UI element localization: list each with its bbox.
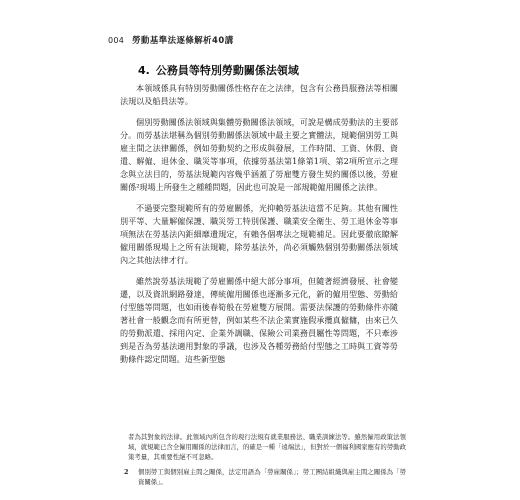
running-header <box>108 33 428 47</box>
book-title: 勞動基準法逐條解析40講 <box>132 35 234 45</box>
section-heading <box>138 62 299 78</box>
paragraph: 不過要完整規範所有的勞雇關係，光抑賴勞基法這當不足夠。其他有關性別平等、大量解僱保護、職災勞工特別保護、職業安全衛生、勞工退休金等事項無法在勞基法內鉅細靡遺規定，有賴各個專法之規範補足。因此要徹底瞭解僱用關係現場上之所有法規範，除勞基法外，尚必須觸熟個別勞動關係法領域內之其他法律才行。 <box>120 203 398 265</box>
section-title: 公務員等特別勞動關係法領域 <box>155 64 299 77</box>
paragraph: 雖然說勞基法規範了勞雇關係中絕大部分事項，但隨著經濟發展、社會變遷，以及資訊網路發達，傳統僱用關係也逐漸多元化，新的僱用型態、勞動給付型態等問題，也如雨後春筍般在勞雇雙方展開。需要法保護的勞動條件亦隨著社會一般觀念而有所更替，例如某些不法企業實施假承攬真僱傭，由來已久的勞動派遣、採用內定、企業外調職、保險公司業務員屬性等問題，不只牽涉到是否為勞基法適用對象的爭議，也涉及各種勞務給付型態之工時與工資等勞動條件認定問題。這些新型態 <box>120 276 398 364</box>
footnote-mark: 2 <box>124 468 129 476</box>
footnote <box>124 467 406 487</box>
section-number: 4. <box>138 63 150 77</box>
footnote-text: 個別勞工與個別雇主間之關係，法定用語為「勞雇關係」；勞工團結組織與雇主間之關係為「勞資關係」。 <box>138 468 406 486</box>
footnote-continuation: 者為其對象的法律。此領域內所包含的現行法規有就業服務法、職業訓練法等。雖然僱用政策法領域，就規範已含全僱用關係的法律而言，的確是一種「遠端法」，但對於一個福利國家應有的勞動政策考量，其重要性絕不可忽略。 <box>128 433 406 461</box>
paragraph: 本領域係具有特別勞動關係性格存在之法律，包含有公務員服務法等相關法規以及船員法等。 <box>120 83 398 106</box>
body-text <box>120 82 398 374</box>
page-number: 004 <box>108 35 125 45</box>
footnotes <box>124 432 406 487</box>
paragraph: 個別勞動關係法領域與集體勞動關係法領域，可說是構成勞動法的主要部分。而勞基法堪稱為個別勞動關係法領域中最主要之實體法，規範個別勞工與雇主間之法律關係，例如勞動契約之形成與發展，工作時間、工資、休假、資遣、解僱、退休金、職災等事項，依據勞基法第1條第1項、第2項所宣示之理念與立法目的，勞基法規範內容幾乎涵蓋了勞雇雙方發生契約關係以後，勞雇關係²現場上所發生之種種問題，因此也可說是一部規範僱用關係之法律。 <box>120 117 398 192</box>
